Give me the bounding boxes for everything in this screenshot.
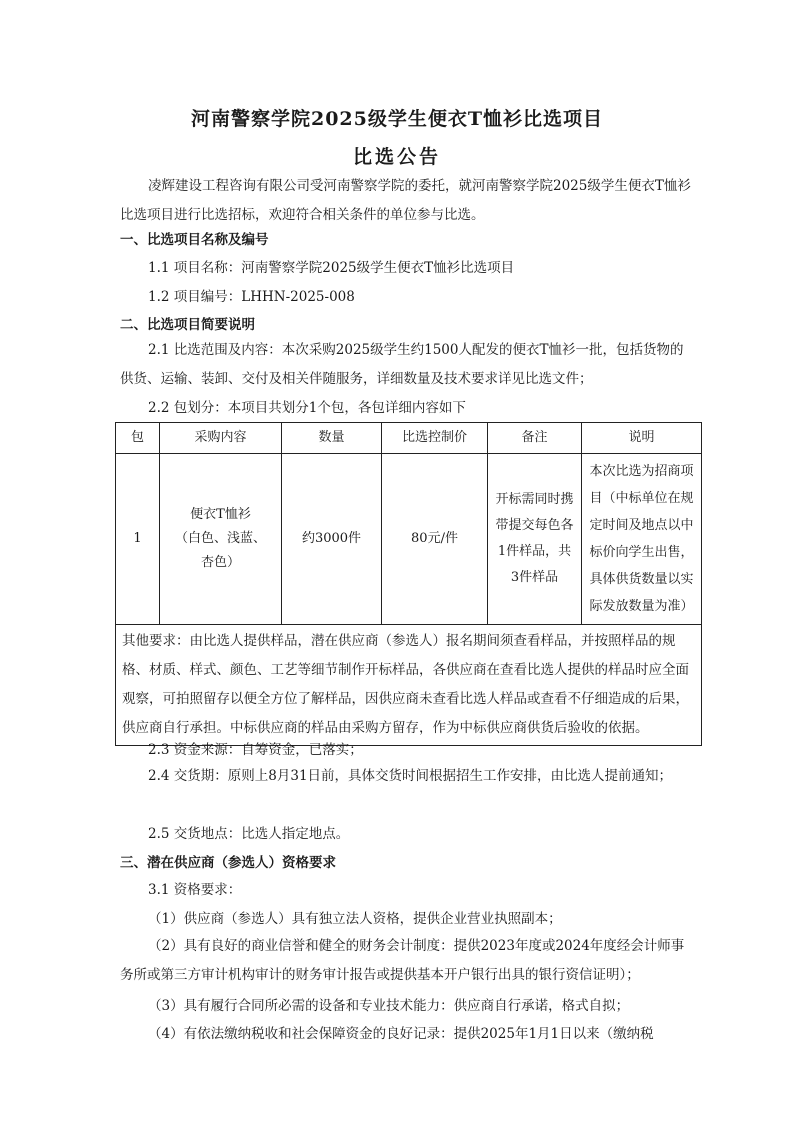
document-subtitle: 比选公告: [352, 146, 441, 168]
header-content: 采购内容: [160, 423, 282, 454]
header-package: 包: [116, 423, 160, 454]
content-name: 便衣T恤衫: [190, 507, 251, 522]
table-row: [116, 454, 702, 625]
requirement-2: （2）具有良好的商业信誉和健全的财务会计制度：提供2023年度或2024年度经会计师事务所或第三方审计机构审计的财务审计报告或提供基本开户银行出具的银行资信证明）；: [120, 938, 685, 983]
section3-heading: 三、潜在供应商（参选人）资格要求: [120, 855, 336, 871]
other-requirements-row: [116, 625, 702, 746]
qualification-subheading: 3.1 资格要求：: [148, 882, 242, 898]
table-header-row: [116, 423, 702, 454]
requirement-1: （1）供应商（参选人）具有独立法人资格，提供企业营业执照副本；: [148, 911, 562, 927]
header-quantity: 数量: [282, 423, 382, 454]
scope-paragraph: 2.1 比选范围及内容：本次采购2025级学生约1500人配发的便衣T恤衫一批，包括货物的供货、运输、装卸、交付及相关伴随服务，详细数量及技术要求详见比选文件；: [120, 342, 684, 387]
delivery-time-item: 2.4 交货期：原则上8月31日前，具体交货时间根据招生工作安排，由比选人提前通知；: [148, 768, 673, 784]
intro-paragraph: 凌辉建设工程咨询有限公司受河南警察学院的委托，就河南警察学院2025级学生便衣T恤衫比选项目进行比选招标，欢迎符合相关条件的单位参与比选。: [120, 178, 691, 223]
header-description: 说明: [582, 423, 702, 454]
header-remark: 备注: [488, 423, 582, 454]
other-requirements: 其他要求：由比选人提供样品，潜在供应商（参选人）报名期间须查看样品，并按照样品的规格、材质、样式、颜色、工艺等细节制作开标样品，各供应商在查看比选人提供的样品时应全面观察，可拍照留存以便全方位了解样品，因供应商未查看比选人样品或查看不仔细造成的后果，供应商自行承担。中标供应商的样品由采购方留存，作为中标供应商供货后验收的依据。: [116, 625, 702, 746]
cell-package: 1: [116, 454, 160, 625]
cell-content: [160, 454, 282, 625]
delivery-place-item: 2.5 交货地点：比选人指定地点。: [148, 826, 350, 842]
cell-price: 80元/件: [382, 454, 488, 625]
package-item: 2.2 包划分：本项目共划分1个包，各包详细内容如下: [148, 400, 466, 416]
document-title: 河南警察学院2025级学生便衣T恤衫比选项目: [190, 108, 604, 130]
project-number-item: 1.2 项目编号：LHHN-2025-008: [148, 289, 355, 305]
requirement-3: （3）具有履行合同所必需的设备和专业技术能力：供应商自行承诺，格式自拟；: [148, 998, 630, 1014]
requirement-4: （4）有依法缴纳税收和社会保障资金的良好记录：提供2025年1月1日以来（缴纳税: [148, 1026, 654, 1042]
package-table: [115, 422, 702, 746]
section2-heading: 二、比选项目简要说明: [120, 317, 255, 333]
cell-quantity: 约3000件: [282, 454, 382, 625]
project-name-item: 1.1 项目名称：河南警察学院2025级学生便衣T恤衫比选项目: [148, 260, 515, 276]
cell-remark: 开标需同时携带提交每色各1件样品，共3件样品: [488, 454, 582, 625]
funding-item: 2.3 资金来源：自筹资金，已落实；: [148, 742, 363, 758]
cell-description: 本次比选为招商项目（中标单位在规定时间及地点以中标价向学生出售，具体供货数量以实际发放数量为准）: [582, 454, 702, 625]
header-price: 比选控制价: [382, 423, 488, 454]
content-colors: （白色、浅蓝、杏色）: [174, 531, 266, 570]
section1-heading: 一、比选项目名称及编号: [120, 232, 269, 248]
